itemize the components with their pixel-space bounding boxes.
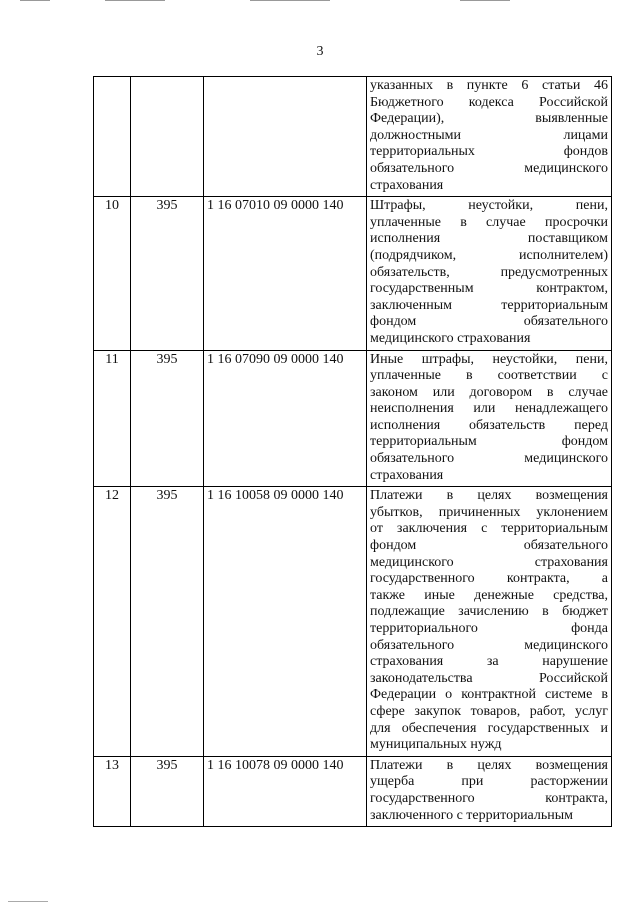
description-line: от заключения с территориальным bbox=[370, 521, 608, 537]
description-line: (подрядчиком, исполнителем) bbox=[370, 247, 608, 263]
description-line: медицинского страхования bbox=[370, 554, 608, 570]
income-description bbox=[367, 487, 612, 757]
table-body bbox=[94, 77, 612, 827]
description-line: обязательного медицинского bbox=[370, 637, 608, 653]
description-line: сфере закупок товаров, работ, услуг bbox=[370, 703, 608, 719]
budget-classification-code bbox=[204, 77, 367, 197]
admin-code: 395 bbox=[131, 350, 204, 487]
admin-code bbox=[131, 77, 204, 197]
description-line: государственным контрактом, bbox=[370, 281, 608, 297]
description-line: территориальных фондов bbox=[370, 144, 608, 160]
description-line: должностными лицами bbox=[370, 127, 608, 143]
description-line: страхования за нарушение bbox=[370, 654, 608, 670]
page-number: 3 bbox=[316, 44, 324, 59]
scan-edge-mark bbox=[20, 0, 50, 1]
description-line: фондом обязательного bbox=[370, 314, 608, 330]
row-number: 10 bbox=[94, 197, 131, 350]
income-description bbox=[367, 77, 612, 197]
description-line: государственного контракта, а bbox=[370, 571, 608, 587]
income-description bbox=[367, 350, 612, 487]
admin-code: 395 bbox=[131, 487, 204, 757]
description-line: страхования bbox=[370, 177, 444, 193]
scan-edge-mark bbox=[8, 901, 48, 902]
table-row bbox=[94, 350, 612, 487]
description-line: для обеспечения государственных и bbox=[370, 720, 608, 736]
description-line: Федерации о контрактной системе в bbox=[370, 687, 608, 703]
description-line: территориальным фондом bbox=[370, 434, 608, 450]
kbk-table bbox=[93, 76, 612, 827]
description-line: указанных в пункте 6 статьи 46 bbox=[370, 78, 608, 93]
description-line: исполнения обязательств перед bbox=[370, 417, 608, 433]
row-number: 13 bbox=[94, 756, 131, 826]
description-line: Иные штрафы, неустойки, пени, bbox=[370, 351, 608, 367]
description-line: также иные денежные средства, bbox=[370, 587, 608, 603]
description-line: заключенным территориальным bbox=[370, 297, 608, 313]
description-line: государственного контракта, bbox=[370, 790, 608, 806]
description-line: фондом обязательного bbox=[370, 538, 608, 554]
scan-edge-mark bbox=[250, 0, 330, 1]
table-row bbox=[94, 756, 612, 826]
description-line: медицинского страхования bbox=[370, 330, 531, 346]
scan-edge-mark bbox=[105, 0, 165, 1]
description-line: уплаченные в случае просрочки bbox=[370, 214, 608, 230]
row-number: 12 bbox=[94, 487, 131, 757]
description-line: заключенного с территориальным bbox=[370, 807, 574, 823]
description-line: обязательного медицинского bbox=[370, 160, 608, 176]
table-row bbox=[94, 197, 612, 350]
income-description bbox=[367, 756, 612, 826]
admin-code: 395 bbox=[131, 197, 204, 350]
description-line: страхования bbox=[370, 467, 444, 483]
description-line: Бюджетного кодекса Российской bbox=[370, 94, 608, 110]
admin-code: 395 bbox=[131, 756, 204, 826]
budget-classification-code: 1 16 07010 09 0000 140 bbox=[204, 197, 367, 350]
description-line: Федерации), выявленные bbox=[370, 111, 608, 127]
budget-classification-code: 1 16 07090 09 0000 140 bbox=[204, 350, 367, 487]
row-number: 11 bbox=[94, 350, 131, 487]
budget-classification-code: 1 16 10078 09 0000 140 bbox=[204, 756, 367, 826]
description-line: законом или договором в случае bbox=[370, 384, 608, 400]
description-line: неисполнения или ненадлежащего bbox=[370, 401, 608, 417]
description-line: Штрафы, неустойки, пени, bbox=[370, 198, 608, 214]
description-line: ущерба при расторжении bbox=[370, 774, 608, 790]
table-row bbox=[94, 77, 612, 197]
description-line: уплаченные в соответствии с bbox=[370, 368, 608, 384]
income-description bbox=[367, 197, 612, 350]
description-line: муниципальных нужд bbox=[370, 737, 502, 753]
description-line: обязательного медицинского bbox=[370, 451, 608, 467]
budget-classification-code: 1 16 10058 09 0000 140 bbox=[204, 487, 367, 757]
description-line: исполнения поставщиком bbox=[370, 231, 608, 247]
description-line: территориального фонда bbox=[370, 621, 608, 636]
row-number bbox=[94, 77, 131, 197]
description-line: обязательств, предусмотренных bbox=[370, 264, 608, 280]
description-line: Платежи в целях возмещения bbox=[370, 488, 608, 504]
description-line: подлежащие зачислению в бюджет bbox=[370, 604, 608, 620]
description-line: законодательства Российской bbox=[370, 670, 608, 686]
description-line: Платежи в целях возмещения bbox=[370, 757, 608, 773]
table-row bbox=[94, 487, 612, 757]
description-line: убытков, причиненных уклонением bbox=[370, 504, 608, 520]
scan-edge-mark bbox=[460, 0, 510, 1]
